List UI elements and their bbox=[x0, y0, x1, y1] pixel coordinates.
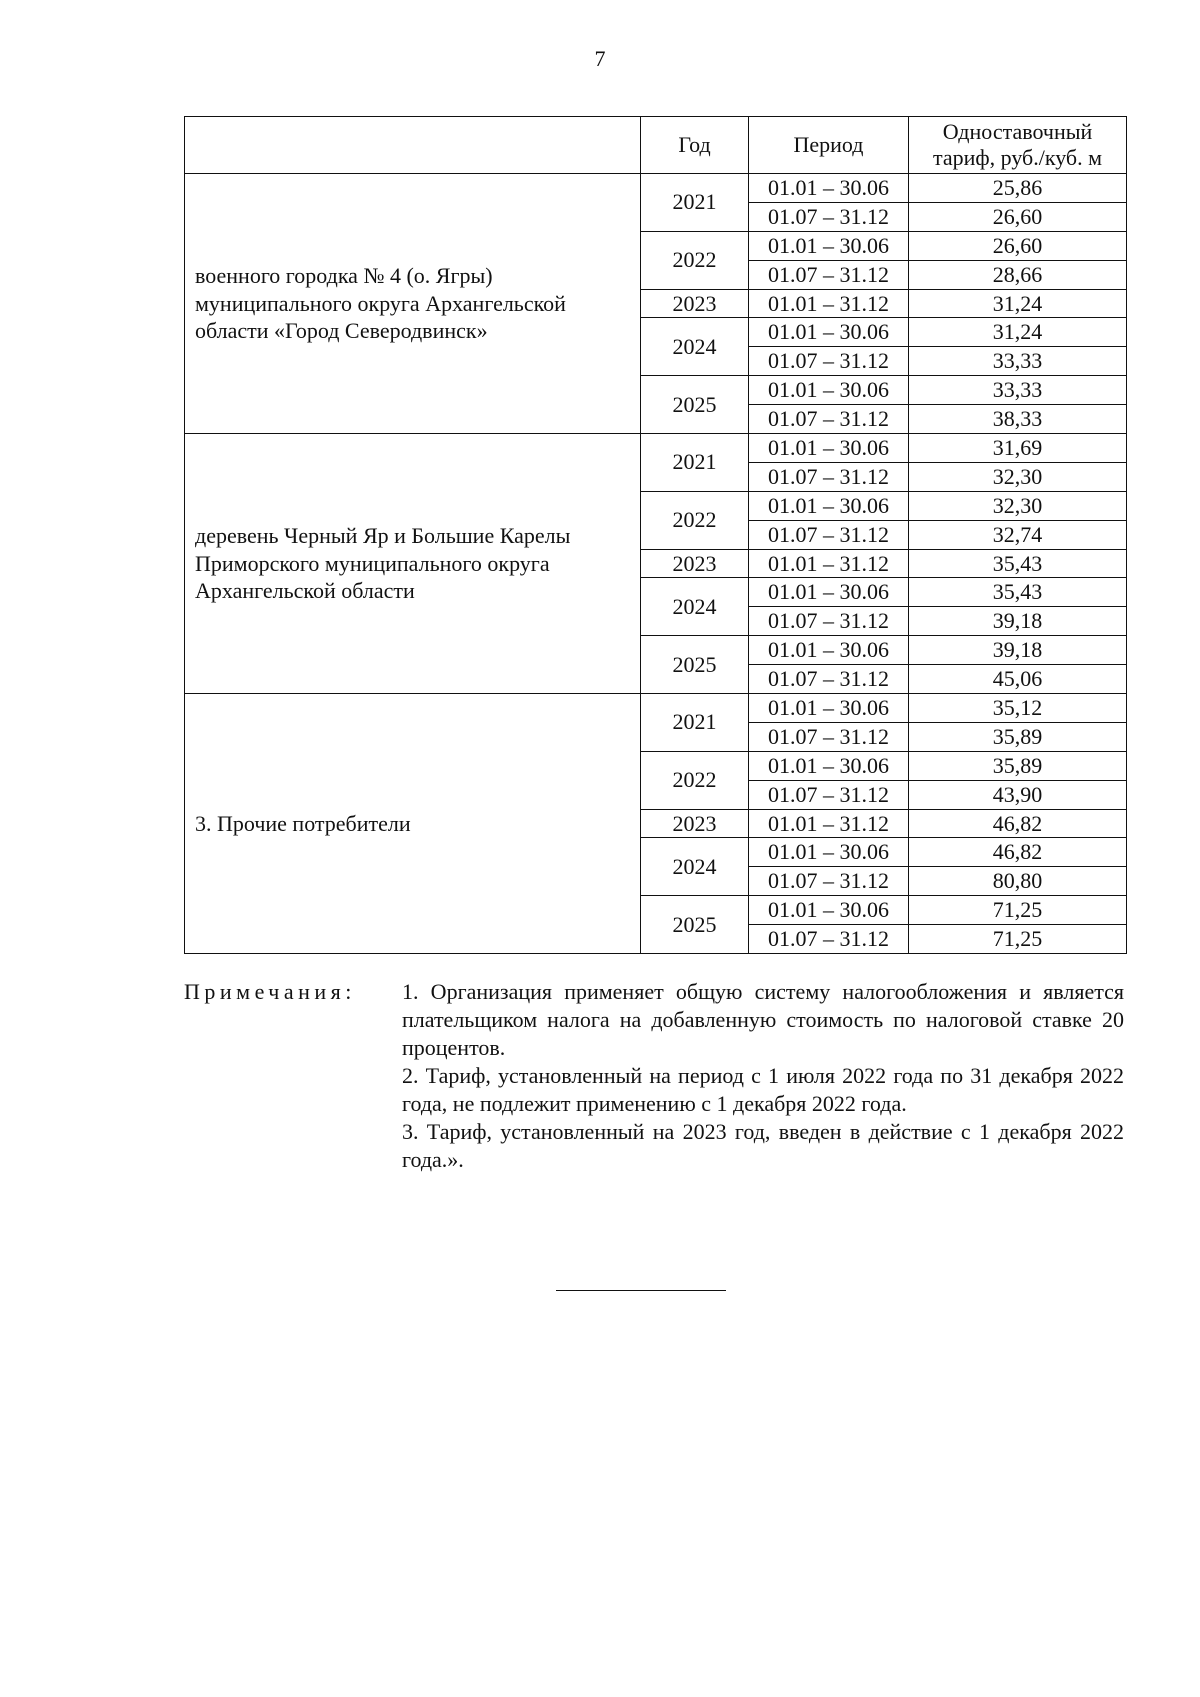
tariff-cell: 35,43 bbox=[909, 549, 1127, 578]
year-cell: 2022 bbox=[641, 751, 749, 809]
period-cell: 01.01 – 30.06 bbox=[749, 434, 909, 463]
tariff-cell: 35,12 bbox=[909, 694, 1127, 723]
tariff-cell: 46,82 bbox=[909, 809, 1127, 838]
period-cell: 01.01 – 30.06 bbox=[749, 376, 909, 405]
period-cell: 01.07 – 31.12 bbox=[749, 462, 909, 491]
tariff-cell: 80,80 bbox=[909, 867, 1127, 896]
header-consumer bbox=[185, 117, 641, 174]
tariff-cell: 32,30 bbox=[909, 491, 1127, 520]
tariff-cell: 33,33 bbox=[909, 347, 1127, 376]
consumer-cell: военного городка № 4 (о. Ягры) муниципального округа Архангельской области «Город Северодвинск» bbox=[185, 174, 641, 434]
tariff-cell: 39,18 bbox=[909, 607, 1127, 636]
tariff-cell: 28,66 bbox=[909, 260, 1127, 289]
period-cell: 01.01 – 30.06 bbox=[749, 838, 909, 867]
header-year: Год bbox=[641, 117, 749, 174]
tariff-table-body bbox=[185, 174, 1127, 954]
year-cell: 2021 bbox=[641, 174, 749, 232]
period-cell: 01.01 – 30.06 bbox=[749, 751, 909, 780]
period-cell: 01.07 – 31.12 bbox=[749, 347, 909, 376]
year-cell: 2023 bbox=[641, 549, 749, 578]
tariff-cell: 45,06 bbox=[909, 665, 1127, 694]
table-row bbox=[185, 174, 1127, 203]
header-tariff-line1: Одноставочный bbox=[942, 118, 1093, 144]
period-cell: 01.07 – 31.12 bbox=[749, 722, 909, 751]
year-cell: 2021 bbox=[641, 694, 749, 752]
period-cell: 01.07 – 31.12 bbox=[749, 202, 909, 231]
header-tariff-line2: тариф, руб./куб. м bbox=[932, 145, 1103, 170]
period-cell: 01.01 – 31.12 bbox=[749, 289, 909, 318]
note-item: 3. Тариф, установленный на 2023 год, введен в действие с 1 декабря 2022 года.». bbox=[402, 1119, 1124, 1172]
period-cell: 01.01 – 30.06 bbox=[749, 491, 909, 520]
year-cell: 2025 bbox=[641, 376, 749, 434]
period-cell: 01.01 – 30.06 bbox=[749, 231, 909, 260]
period-cell: 01.01 – 30.06 bbox=[749, 694, 909, 723]
tariff-cell: 31,24 bbox=[909, 318, 1127, 347]
year-cell: 2024 bbox=[641, 838, 749, 896]
table-row bbox=[185, 694, 1127, 723]
year-cell: 2021 bbox=[641, 434, 749, 492]
tariff-cell: 35,89 bbox=[909, 722, 1127, 751]
header-tariff bbox=[909, 117, 1127, 174]
period-cell: 01.01 – 30.06 bbox=[749, 636, 909, 665]
tariff-cell: 26,60 bbox=[909, 231, 1127, 260]
consumer-cell: деревень Черный Яр и Большие Карелы Приморского муниципального округа Архангельской области bbox=[185, 434, 641, 694]
year-cell: 2025 bbox=[641, 636, 749, 694]
note-item: 1. Организация применяет общую систему налогообложения и является плательщиком налога на добавленную стоимость по налоговой ставке 20 процентов. bbox=[402, 979, 1124, 1060]
tariff-cell: 32,30 bbox=[909, 462, 1127, 491]
tariff-table bbox=[184, 116, 1127, 954]
table-header-row bbox=[185, 117, 1127, 174]
consumer-cell: 3. Прочие потребители bbox=[185, 694, 641, 954]
header-period: Период bbox=[749, 117, 909, 174]
period-cell: 01.07 – 31.12 bbox=[749, 780, 909, 809]
note-item: 2. Тариф, установленный на период с 1 июля 2022 года по 31 декабря 2022 года, не подлежит применению с 1 декабря 2022 года. bbox=[402, 1063, 1124, 1116]
tariff-cell: 46,82 bbox=[909, 838, 1127, 867]
period-cell: 01.07 – 31.12 bbox=[749, 925, 909, 954]
period-cell: 01.01 – 31.12 bbox=[749, 809, 909, 838]
period-cell: 01.01 – 30.06 bbox=[749, 578, 909, 607]
period-cell: 01.07 – 31.12 bbox=[749, 260, 909, 289]
year-cell: 2024 bbox=[641, 318, 749, 376]
tariff-cell: 35,43 bbox=[909, 578, 1127, 607]
year-cell: 2025 bbox=[641, 896, 749, 954]
tariff-cell: 31,69 bbox=[909, 434, 1127, 463]
period-cell: 01.01 – 31.12 bbox=[749, 549, 909, 578]
tariff-cell: 71,25 bbox=[909, 925, 1127, 954]
period-cell: 01.07 – 31.12 bbox=[749, 405, 909, 434]
page-number: 7 bbox=[594, 46, 606, 71]
year-cell: 2023 bbox=[641, 809, 749, 838]
period-cell: 01.07 – 31.12 bbox=[749, 607, 909, 636]
year-cell: 2022 bbox=[641, 231, 749, 289]
table-row bbox=[185, 434, 1127, 463]
tariff-cell: 32,74 bbox=[909, 520, 1127, 549]
period-cell: 01.01 – 30.06 bbox=[749, 896, 909, 925]
period-cell: 01.07 – 31.12 bbox=[749, 520, 909, 549]
tariff-cell: 25,86 bbox=[909, 174, 1127, 203]
year-cell: 2024 bbox=[641, 578, 749, 636]
notes-label: Примечания: bbox=[184, 979, 356, 1004]
tariff-cell: 39,18 bbox=[909, 636, 1127, 665]
period-cell: 01.07 – 31.12 bbox=[749, 867, 909, 896]
tariff-cell: 43,90 bbox=[909, 780, 1127, 809]
year-cell: 2022 bbox=[641, 491, 749, 549]
tariff-cell: 35,89 bbox=[909, 751, 1127, 780]
period-cell: 01.07 – 31.12 bbox=[749, 665, 909, 694]
closing-divider bbox=[556, 1290, 726, 1291]
tariff-cell: 33,33 bbox=[909, 376, 1127, 405]
year-cell: 2023 bbox=[641, 289, 749, 318]
period-cell: 01.01 – 30.06 bbox=[749, 318, 909, 347]
period-cell: 01.01 – 30.06 bbox=[749, 174, 909, 203]
notes-list bbox=[402, 978, 1124, 1174]
tariff-cell: 71,25 bbox=[909, 896, 1127, 925]
tariff-cell: 38,33 bbox=[909, 405, 1127, 434]
tariff-cell: 31,24 bbox=[909, 289, 1127, 318]
tariff-cell: 26,60 bbox=[909, 202, 1127, 231]
